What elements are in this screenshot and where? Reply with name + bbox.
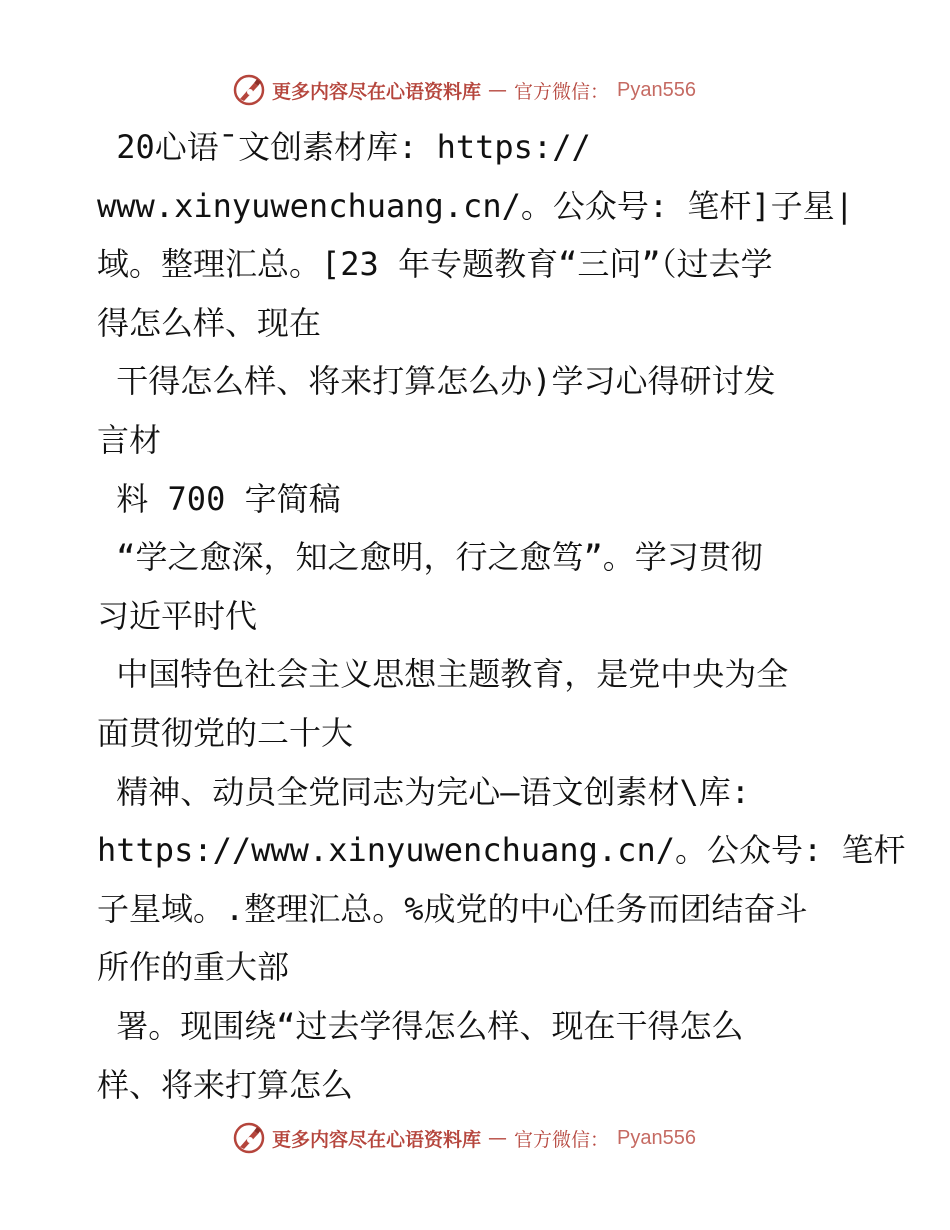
body-line: 精神、动员全党同志为完心—语文创素材\库: xyxy=(97,772,751,811)
body-line: https://www.xinyuwenchuang.cn/。公众号: 笔杆 xyxy=(97,831,906,870)
body-line: 得怎么样、现在 xyxy=(97,303,322,342)
banner-wechat-label: 官方微信： xyxy=(514,80,610,103)
body-line: “学之愈深，知之愈明，行之愈笃”。学习贯彻 xyxy=(97,538,763,577)
banner-wechat-label: 官方微信： xyxy=(514,1128,610,1151)
body-line: 所作的重大部 xyxy=(97,948,290,987)
body-line: 样、将来打算怎么 xyxy=(97,1065,354,1104)
banner-wechat-id: Pyan556 xyxy=(617,1126,696,1149)
body-line: 料 700 字简稿 xyxy=(97,479,341,518)
body-line: 署。现围绕“过去学得怎么样、现在干得怎么 xyxy=(97,1006,744,1045)
footer-banner xyxy=(232,1120,696,1156)
body-line: 子星域。.整理汇总。%成党的中心任务而团结奋斗 xyxy=(97,889,808,928)
banner-main-text: 更多内容尽在心语资料库 xyxy=(272,80,482,103)
banner-main-text: 更多内容尽在心语资料库 xyxy=(272,1128,482,1151)
body-line: 中国特色社会主义思想主题教育，是党中央为全 xyxy=(97,655,789,694)
banner-separator: — xyxy=(488,79,508,101)
banner-wechat-id: Pyan556 xyxy=(617,78,696,101)
body-line: 面贯彻党的二十大 xyxy=(97,713,354,752)
body-line: 习近平时代 xyxy=(97,596,258,635)
body-line: 域。整理汇总。[23 年专题教育“三问”（过去学 xyxy=(97,245,773,284)
header-banner xyxy=(232,72,696,108)
body-line: 干得怎么样、将来打算怎么办)学习心得研讨发 xyxy=(97,362,776,401)
document-body xyxy=(97,118,906,1114)
body-line: 言材 xyxy=(97,420,162,459)
pen-logo-icon xyxy=(232,1121,266,1155)
pen-logo-icon xyxy=(232,73,266,107)
body-line: 20心语¯文创素材库: https:// xyxy=(97,128,591,166)
banner-separator: — xyxy=(488,1127,508,1149)
body-line: www.xinyuwenchuang.cn/。公众号: 笔杆]子星| xyxy=(97,186,854,225)
